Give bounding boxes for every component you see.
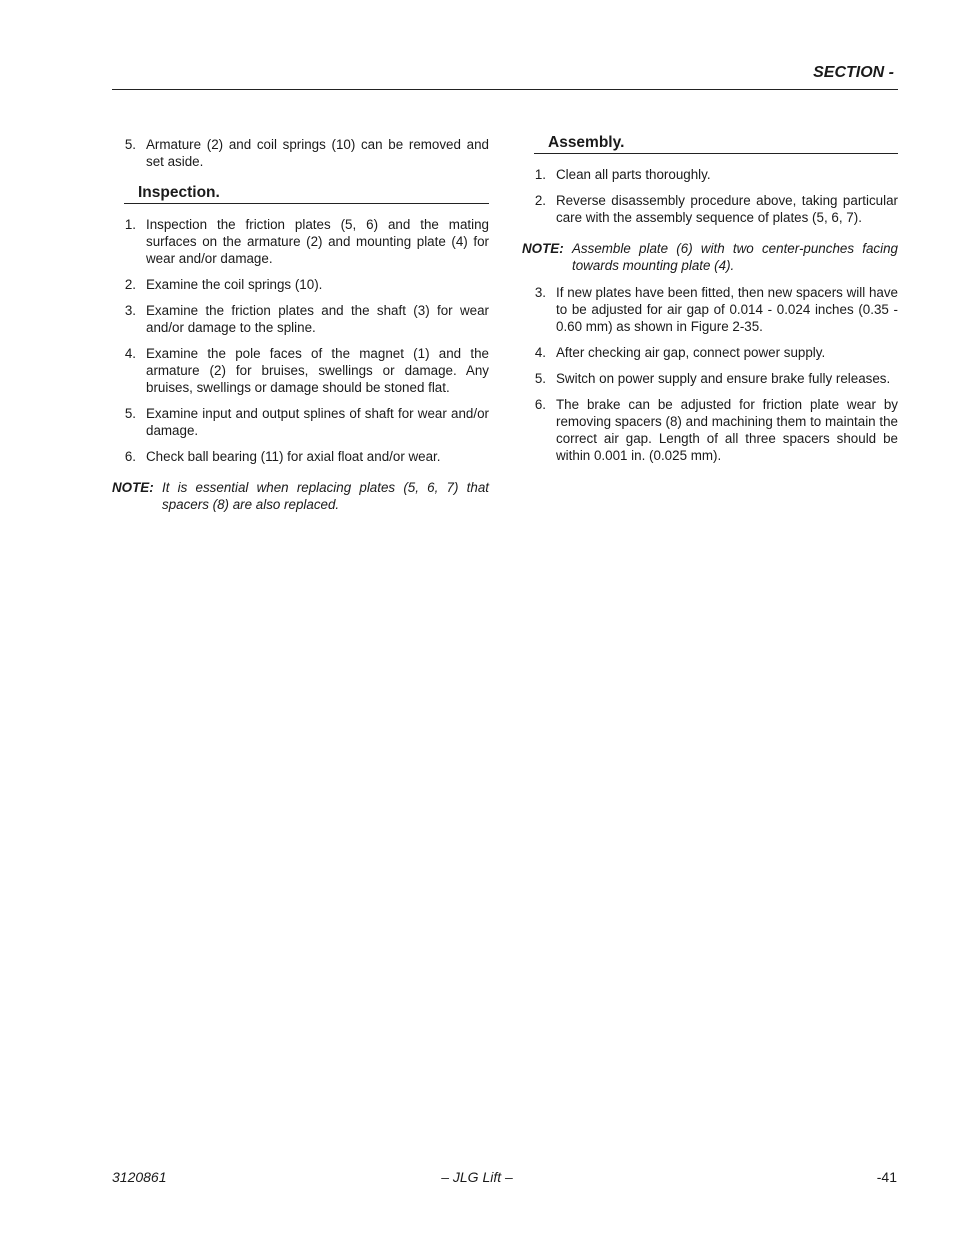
list-item bbox=[112, 405, 489, 439]
note-label: NOTE: bbox=[112, 480, 154, 495]
item-text: Examine the coil springs (10). bbox=[146, 277, 323, 292]
list-item bbox=[522, 166, 898, 183]
doc-number: 3120861 bbox=[112, 1169, 167, 1185]
list-item bbox=[112, 448, 489, 465]
list-item bbox=[112, 345, 489, 396]
page-number: -41 bbox=[876, 1169, 897, 1185]
item-text: Reverse disassembly procedure above, taking particular care with the assembly sequence of plates (5, 6, 7). bbox=[556, 193, 898, 225]
list-item bbox=[112, 216, 489, 267]
left-column bbox=[112, 136, 489, 523]
item-number: 1. bbox=[124, 217, 136, 232]
item-number: 3. bbox=[534, 285, 546, 300]
list-item bbox=[522, 192, 898, 226]
item-number: 4. bbox=[124, 346, 136, 361]
assembly-list bbox=[522, 166, 898, 226]
right-column bbox=[522, 136, 898, 473]
section-title: SECTION - bbox=[813, 64, 894, 81]
item-text: After checking air gap, connect power supply. bbox=[556, 345, 826, 360]
item-text: Check ball bearing (11) for axial float and/or wear. bbox=[146, 449, 441, 464]
footer-brand: – JLG Lift – bbox=[441, 1169, 513, 1185]
item-number: 2. bbox=[124, 277, 136, 292]
list-item bbox=[522, 284, 898, 335]
item-text: The brake can be adjusted for friction plate wear by removing spacers (8) and machining them to maintain the correct air gap. Length of all three spacers should be within 0.001 in. (0.025 mm). bbox=[556, 397, 898, 463]
note-label: NOTE: bbox=[522, 241, 564, 256]
item-text: Armature (2) and coil springs (10) can be removed and set aside. bbox=[146, 137, 489, 169]
item-number: 6. bbox=[124, 449, 136, 464]
item-text: Examine the pole faces of the magnet (1) and the armature (2) for bruises, swellings or damage. Any bruises, swellings or damage should be stoned flat. bbox=[146, 346, 489, 395]
item-text: Examine input and output splines of shaft for wear and/or damage. bbox=[146, 406, 489, 438]
note-text: Assemble plate (6) with two center-punches facing towards mounting plate (4). bbox=[572, 241, 898, 273]
item-number: 5. bbox=[124, 137, 136, 152]
inspection-list bbox=[112, 216, 489, 465]
item-text: If new plates have been fitted, then new spacers will have to be adjusted for air gap of 0.014 - 0.024 inches (0.35 - 0.60 mm) as shown in Figure 2-35. bbox=[556, 285, 898, 334]
item-number: 5. bbox=[534, 371, 546, 386]
header-rule bbox=[112, 89, 898, 90]
item-number: 6. bbox=[534, 397, 546, 412]
note-text: It is essential when replacing plates (5, 6, 7) that spacers (8) are also replaced. bbox=[162, 480, 489, 512]
item-text: Examine the friction plates and the shaft (3) for wear and/or damage to the spline. bbox=[146, 303, 489, 335]
inspection-heading: Inspection. bbox=[124, 184, 489, 204]
note bbox=[522, 240, 898, 274]
assembly-list-continued bbox=[522, 284, 898, 464]
note bbox=[112, 479, 489, 513]
item-number: 3. bbox=[124, 303, 136, 318]
list-item bbox=[112, 276, 489, 293]
list-item bbox=[522, 344, 898, 361]
list-item bbox=[112, 136, 489, 170]
list-item bbox=[522, 396, 898, 464]
item-number: 2. bbox=[534, 193, 546, 208]
item-text: Clean all parts thoroughly. bbox=[556, 167, 711, 182]
list-item bbox=[112, 302, 489, 336]
list-item bbox=[522, 370, 898, 387]
item-number: 1. bbox=[534, 167, 546, 182]
item-number: 4. bbox=[534, 345, 546, 360]
item-number: 5. bbox=[124, 406, 136, 421]
item-text: Switch on power supply and ensure brake fully releases. bbox=[556, 371, 891, 386]
item-text: Inspection the friction plates (5, 6) and the mating surfaces on the armature (2) and mounting plate (4) for wear and/or damage. bbox=[146, 217, 489, 266]
assembly-heading: Assembly. bbox=[534, 134, 898, 154]
